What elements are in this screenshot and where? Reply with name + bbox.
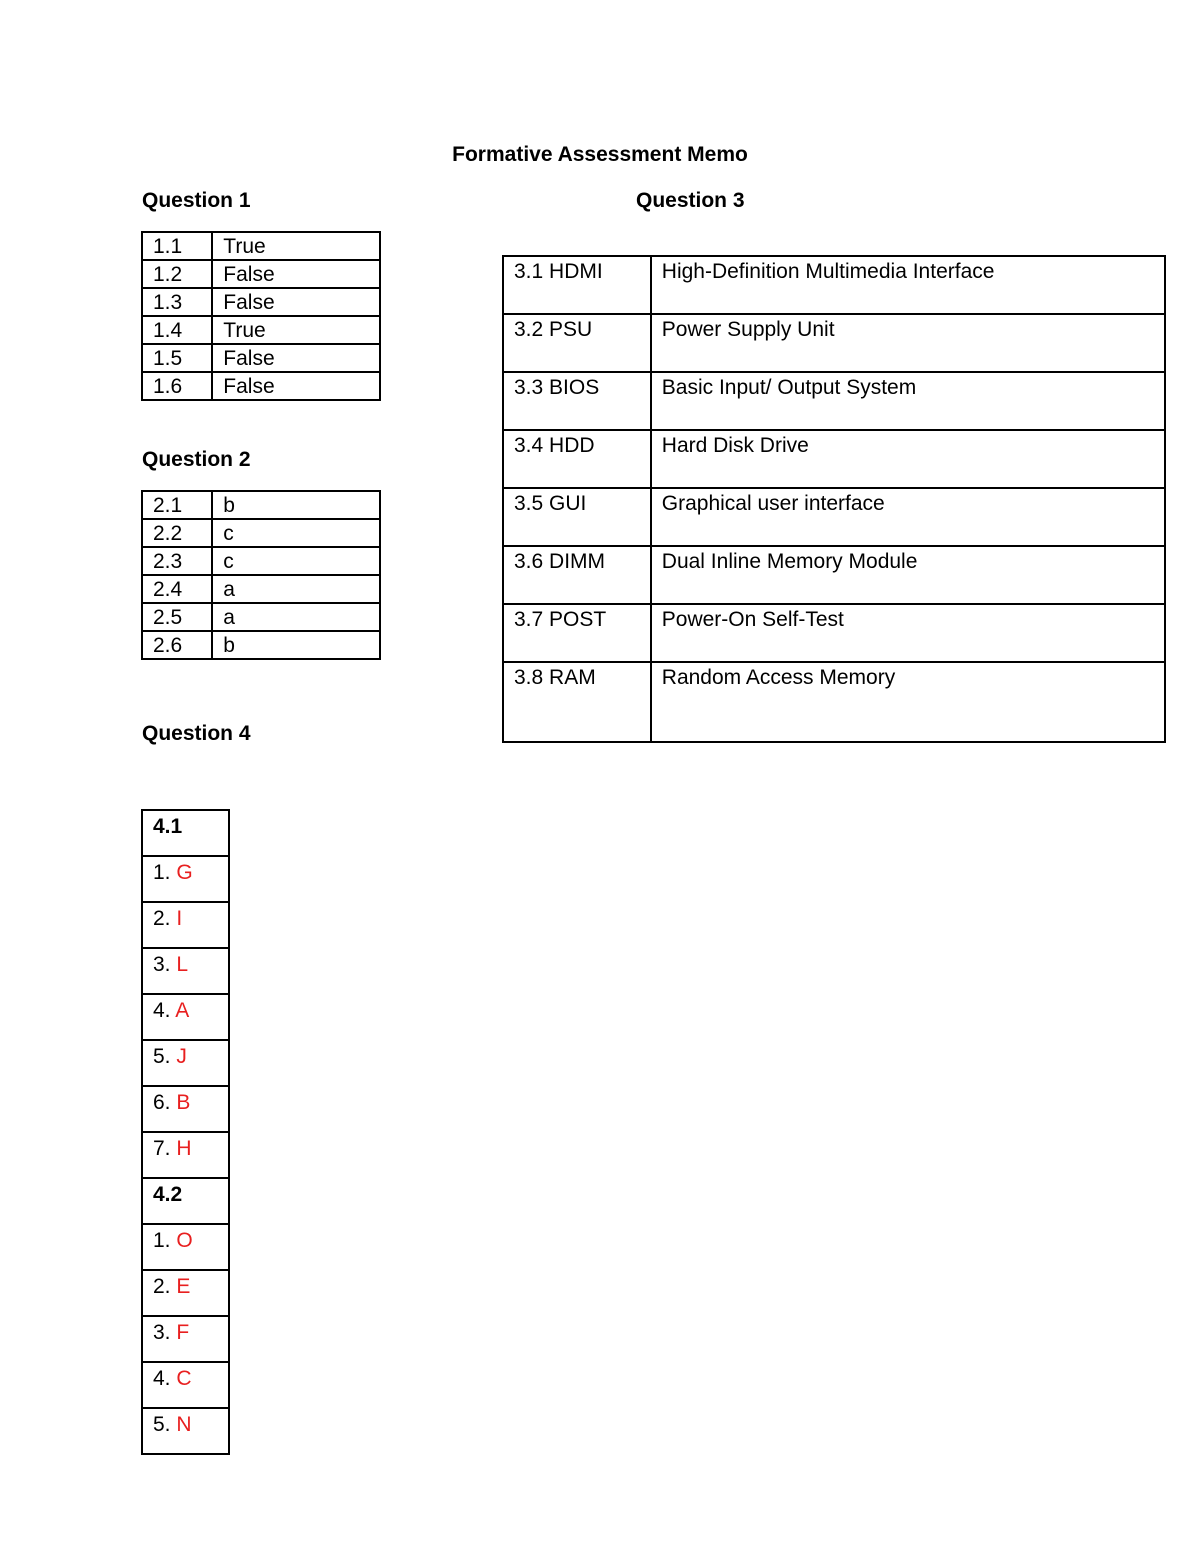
item-number: 4. (153, 1367, 171, 1390)
item-number: 5. (153, 1045, 171, 1068)
match-item (142, 948, 229, 994)
match-item (142, 1224, 229, 1270)
answer: True (212, 232, 380, 260)
table-row (503, 430, 1165, 488)
question-3-heading: Question 3 (636, 189, 745, 212)
item-answer: J (176, 1045, 187, 1068)
item-number: 3. (153, 1321, 171, 1344)
item-answer: G (176, 861, 193, 884)
match-item (142, 1086, 229, 1132)
acronym: 3.8 RAM (503, 662, 651, 742)
item-answer: N (176, 1413, 192, 1436)
acronym-meaning: Power Supply Unit (651, 314, 1165, 372)
item-number: 3. (153, 953, 171, 976)
item-answer: E (176, 1275, 191, 1298)
item-answer: F (176, 1321, 190, 1344)
item-number: 7. (153, 1137, 171, 1160)
item-answer: H (176, 1137, 192, 1160)
acronym: 3.7 POST (503, 604, 651, 662)
table-row (142, 902, 229, 948)
item-number: 1. (153, 1229, 171, 1252)
acronym: 3.6 DIMM (503, 546, 651, 604)
question-4-heading: Question 4 (142, 722, 251, 745)
table-row (503, 604, 1165, 662)
match-item (142, 1270, 229, 1316)
question-number: 1.4 (142, 316, 212, 344)
table-row (142, 1316, 229, 1362)
question-number: 2.2 (142, 519, 212, 547)
question-number: 1.6 (142, 372, 212, 400)
acronym-meaning: Power-On Self-Test (651, 604, 1165, 662)
question-number: 1.2 (142, 260, 212, 288)
match-item (142, 994, 229, 1040)
question-number: 1.5 (142, 344, 212, 372)
table-row (142, 1408, 229, 1454)
table-row (503, 662, 1165, 742)
table-row (142, 316, 380, 344)
match-item (142, 1408, 229, 1454)
question-number: 1.3 (142, 288, 212, 316)
table-row (142, 491, 380, 519)
table-row (142, 1086, 229, 1132)
question-number: 2.5 (142, 603, 212, 631)
answer: b (212, 491, 380, 519)
answer: False (212, 288, 380, 316)
match-item (142, 1362, 229, 1408)
table-row (142, 1178, 229, 1224)
answer: a (212, 603, 380, 631)
match-item (142, 856, 229, 902)
item-number: 1. (153, 861, 171, 884)
acronym-meaning: Dual Inline Memory Module (651, 546, 1165, 604)
answer: a (212, 575, 380, 603)
table-row (503, 488, 1165, 546)
table-row (142, 547, 380, 575)
item-answer: B (176, 1091, 191, 1114)
table-row (142, 1040, 229, 1086)
table-row (503, 256, 1165, 314)
item-answer: O (176, 1229, 193, 1252)
match-item (142, 1132, 229, 1178)
acronym: 3.1 HDMI (503, 256, 651, 314)
answer: True (212, 316, 380, 344)
acronym-meaning: Basic Input/ Output System (651, 372, 1165, 430)
question-2-heading: Question 2 (142, 448, 251, 471)
acronym: 3.4 HDD (503, 430, 651, 488)
question-number: 2.6 (142, 631, 212, 659)
acronym-meaning: Hard Disk Drive (651, 430, 1165, 488)
acronym: 3.3 BIOS (503, 372, 651, 430)
table-row (142, 948, 229, 994)
match-item (142, 902, 229, 948)
table-row (142, 1270, 229, 1316)
answer: c (212, 519, 380, 547)
table-row (142, 232, 380, 260)
table-row (142, 519, 380, 547)
question-number: 2.4 (142, 575, 212, 603)
answer: False (212, 372, 380, 400)
table-row (503, 314, 1165, 372)
table-row (503, 372, 1165, 430)
table-row (142, 631, 380, 659)
acronym: 3.2 PSU (503, 314, 651, 372)
item-answer: I (176, 907, 183, 930)
acronym-meaning: Random Access Memory (651, 662, 1165, 742)
table-row (142, 260, 380, 288)
question-number: 2.3 (142, 547, 212, 575)
item-number: 5. (153, 1413, 171, 1436)
table-row (142, 372, 380, 400)
item-answer: C (176, 1367, 192, 1390)
item-number: 2. (153, 907, 171, 930)
item-number: 6. (153, 1091, 171, 1114)
acronym: 3.5 GUI (503, 488, 651, 546)
table-row (142, 1362, 229, 1408)
answer: False (212, 260, 380, 288)
item-answer: A (175, 999, 190, 1022)
table-row (142, 810, 229, 856)
question-1-table (141, 231, 381, 401)
table-row (503, 546, 1165, 604)
table-row (142, 1132, 229, 1178)
match-item (142, 1040, 229, 1086)
section-label: 4.2 (142, 1178, 229, 1224)
answer: False (212, 344, 380, 372)
table-row (142, 288, 380, 316)
item-number: 2. (153, 1275, 171, 1298)
question-1-heading: Question 1 (142, 189, 251, 212)
question-3-table (502, 255, 1166, 743)
table-row (142, 603, 380, 631)
question-4-table (141, 809, 230, 1455)
table-row (142, 856, 229, 902)
item-number: 4. (153, 999, 171, 1022)
item-answer: L (176, 953, 189, 976)
answer: b (212, 631, 380, 659)
question-number: 1.1 (142, 232, 212, 260)
section-label: 4.1 (142, 810, 229, 856)
match-item (142, 1316, 229, 1362)
table-row (142, 344, 380, 372)
acronym-meaning: High-Definition Multimedia Interface (651, 256, 1165, 314)
table-row (142, 994, 229, 1040)
table-row (142, 575, 380, 603)
question-number: 2.1 (142, 491, 212, 519)
acronym-meaning: Graphical user interface (651, 488, 1165, 546)
table-row (142, 1224, 229, 1270)
answer: c (212, 547, 380, 575)
page-title: Formative Assessment Memo (452, 143, 748, 166)
question-2-table (141, 490, 381, 660)
